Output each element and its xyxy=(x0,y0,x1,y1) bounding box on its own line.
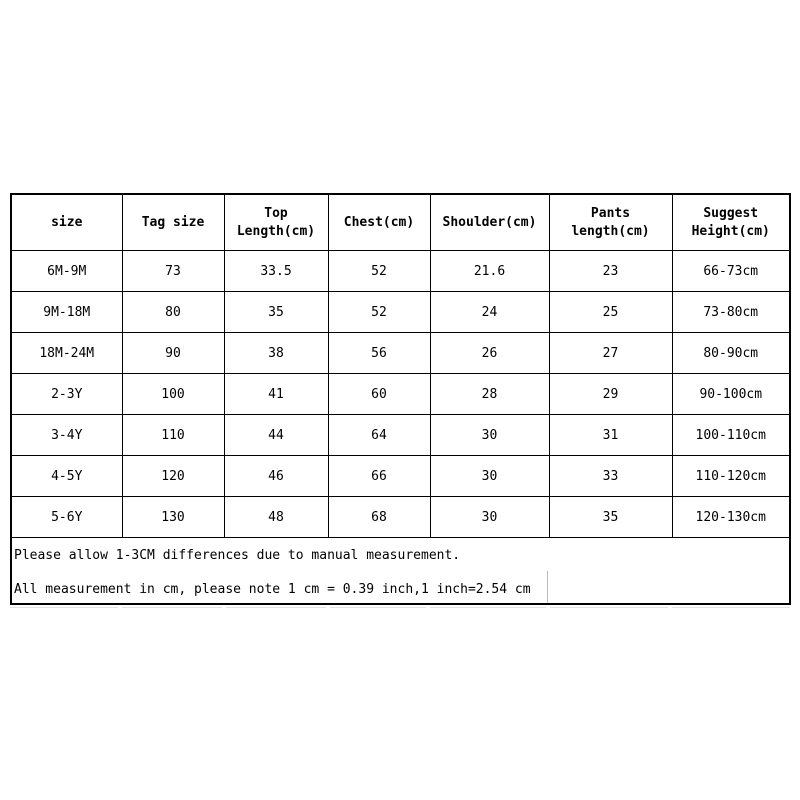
header-chest-label: Chest(cm) xyxy=(343,214,415,230)
header-size xyxy=(12,195,122,251)
cell-top-length: 44 xyxy=(224,415,328,456)
cell-size: 18M-24M xyxy=(12,333,122,374)
cell-tag-size: 110 xyxy=(122,415,224,456)
cell-suggest-height: 73-80cm xyxy=(672,292,789,333)
faint-divider xyxy=(550,607,668,608)
table-row xyxy=(12,456,789,497)
table-row xyxy=(12,374,789,415)
cell-chest: 52 xyxy=(328,292,430,333)
cell-chest: 52 xyxy=(328,251,430,292)
cell-top-length: 38 xyxy=(224,333,328,374)
cell-suggest-height: 100-110cm xyxy=(672,415,789,456)
table-row xyxy=(12,251,789,292)
cell-pants-length: 35 xyxy=(549,497,672,538)
cell-top-length: 46 xyxy=(224,456,328,497)
cell-top-length: 41 xyxy=(224,374,328,415)
cell-top-length: 48 xyxy=(224,497,328,538)
cell-pants-length: 25 xyxy=(549,292,672,333)
cell-shoulder: 30 xyxy=(430,456,549,497)
header-suggest-height xyxy=(672,195,789,251)
size-chart-table xyxy=(10,193,791,605)
cell-shoulder: 30 xyxy=(430,497,549,538)
header-pants-length-line1: Pants xyxy=(590,205,631,221)
cell-suggest-height: 80-90cm xyxy=(672,333,789,374)
header-pants-length-line2: length(cm) xyxy=(571,223,650,239)
cell-chest: 60 xyxy=(328,374,430,415)
cell-suggest-height: 90-100cm xyxy=(672,374,789,415)
cell-tag-size: 73 xyxy=(122,251,224,292)
cell-chest: 56 xyxy=(328,333,430,374)
faint-divider xyxy=(430,607,546,608)
cell-chest: 68 xyxy=(328,497,430,538)
header-top-length-line1: Top xyxy=(264,205,288,221)
cell-suggest-height: 120-130cm xyxy=(672,497,789,538)
cell-pants-length: 27 xyxy=(549,333,672,374)
header-suggest-height-line1: Suggest xyxy=(703,205,759,221)
cell-size: 4-5Y xyxy=(12,456,122,497)
cell-shoulder: 30 xyxy=(430,415,549,456)
cell-tag-size: 130 xyxy=(122,497,224,538)
measurement-note: Please allow 1-3CM differences due to manual measurement. xyxy=(14,548,461,563)
cell-shoulder: 28 xyxy=(430,374,549,415)
header-top-length xyxy=(224,195,328,251)
faint-divider xyxy=(330,607,426,608)
cell-pants-length: 29 xyxy=(549,374,672,415)
faint-divider xyxy=(226,607,326,608)
cell-size: 5-6Y xyxy=(12,497,122,538)
header-size-label: size xyxy=(51,214,83,230)
table-row xyxy=(12,333,789,374)
header-tag-size-label: Tag size xyxy=(141,214,205,230)
cell-size: 2-3Y xyxy=(12,374,122,415)
cell-top-length: 35 xyxy=(224,292,328,333)
cell-size: 3-4Y xyxy=(12,415,122,456)
cell-pants-length: 33 xyxy=(549,456,672,497)
cell-suggest-height: 110-120cm xyxy=(672,456,789,497)
table-row xyxy=(12,415,789,456)
cell-shoulder: 21.6 xyxy=(430,251,549,292)
header-tag-size xyxy=(122,195,224,251)
cell-size: 9M-18M xyxy=(12,292,122,333)
cell-top-length: 33.5 xyxy=(224,251,328,292)
header-shoulder-label: Shoulder(cm) xyxy=(442,214,537,230)
note-divider xyxy=(547,571,548,603)
faint-divider xyxy=(672,607,790,608)
header-row xyxy=(12,195,789,251)
cell-pants-length: 23 xyxy=(549,251,672,292)
cell-suggest-height: 66-73cm xyxy=(672,251,789,292)
cell-tag-size: 100 xyxy=(122,374,224,415)
cell-shoulder: 24 xyxy=(430,292,549,333)
faint-divider xyxy=(122,607,222,608)
cell-pants-length: 31 xyxy=(549,415,672,456)
header-top-length-line2: Length(cm) xyxy=(236,223,316,239)
cell-tag-size: 120 xyxy=(122,456,224,497)
cell-shoulder: 26 xyxy=(430,333,549,374)
faint-divider xyxy=(10,607,118,608)
cell-tag-size: 80 xyxy=(122,292,224,333)
cell-tag-size: 90 xyxy=(122,333,224,374)
cell-size: 6M-9M xyxy=(12,251,122,292)
size-chart-grid xyxy=(12,195,789,538)
header-chest xyxy=(328,195,430,251)
header-shoulder xyxy=(430,195,549,251)
unit-conversion-note: All measurement in cm, please note 1 cm = 0.39 inch,1 inch=2.54 cm xyxy=(14,582,531,597)
cell-chest: 66 xyxy=(328,456,430,497)
table-row xyxy=(12,497,789,538)
header-pants-length xyxy=(549,195,672,251)
table-row xyxy=(12,292,789,333)
header-suggest-height-line2: Height(cm) xyxy=(691,223,770,239)
cell-chest: 64 xyxy=(328,415,430,456)
